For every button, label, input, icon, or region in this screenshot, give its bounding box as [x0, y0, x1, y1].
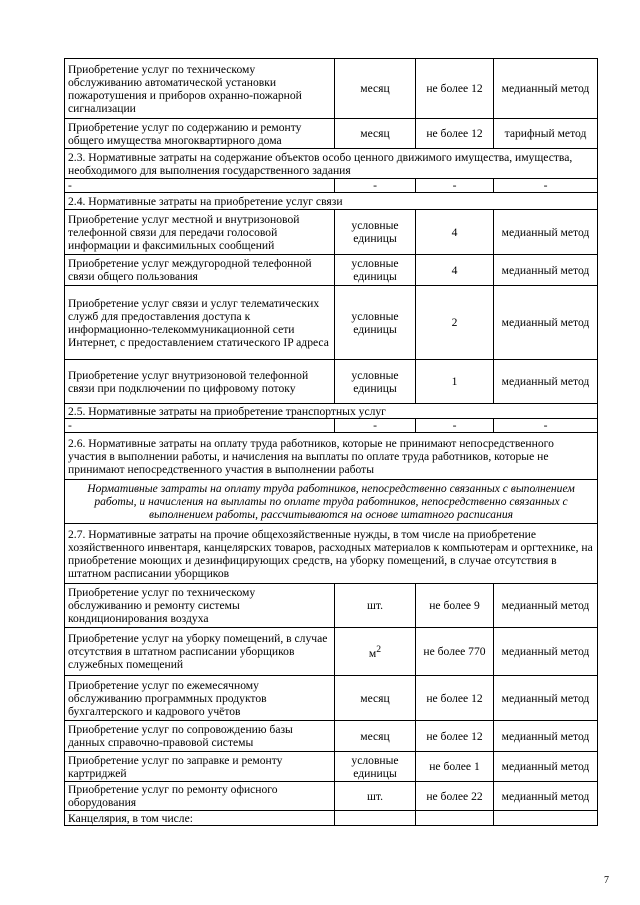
note-row	[65, 480, 598, 524]
quantity-limit: не более 770	[416, 628, 494, 676]
table-row	[65, 752, 598, 782]
unit-base: м	[368, 646, 377, 660]
empty-cell-marker: -	[335, 419, 416, 433]
unit-of-measure	[335, 811, 416, 826]
service-name: Приобретение услуг по техническому обслуживанию автоматической установки пожаротушения и приборов охранно-пожарной сигнализации	[65, 59, 335, 119]
note-text: Нормативные затраты на оплату труда работников, непосредственно связанных с выполнением работы, и начисления на выплаты по оплате труда работников, непосредственно связанных с выполнением работы, рассчитываются на основе штатного расписания	[65, 480, 598, 524]
calculation-method: медианный метод	[494, 782, 598, 811]
service-name: Приобретение услуг внутризоновой телефонной связи при подключении по цифровому потоку	[65, 360, 335, 404]
unit-of-measure: условные единицы	[335, 360, 416, 404]
service-name: Приобретение услуг связи и услуг телематических служб для предоставления доступа к информационно-телекоммуникационной сети Интернет, с предоставлением статического IP адреса	[65, 286, 335, 360]
table-row	[65, 59, 598, 119]
calculation-method: медианный метод	[494, 676, 598, 721]
calculation-method: медианный метод	[494, 255, 598, 286]
service-name: Приобретение услуг по заправке и ремонту картриджей	[65, 752, 335, 782]
service-name: Канцелярия, в том числе:	[65, 811, 335, 826]
empty-cell-marker: -	[494, 179, 598, 193]
section-heading: 2.5. Нормативные затраты на приобретение транспортных услуг	[65, 404, 598, 419]
calculation-method: медианный метод	[494, 752, 598, 782]
calculation-method: медианный метод	[494, 210, 598, 255]
service-name: Приобретение услуг по техническому обслуживанию и ремонту системы кондиционирования воздуха	[65, 584, 335, 628]
unit-of-measure	[335, 628, 416, 676]
empty-cell-marker: -	[416, 419, 494, 433]
quantity-limit: не более 12	[416, 721, 494, 752]
calculation-method: тарифный метод	[494, 119, 598, 149]
unit-of-measure: условные единицы	[335, 752, 416, 782]
calculation-method: медианный метод	[494, 286, 598, 360]
quantity-limit: не более 12	[416, 59, 494, 119]
quantity-limit: 4	[416, 255, 494, 286]
table-row	[65, 119, 598, 149]
quantity-limit: не более 1	[416, 752, 494, 782]
quantity-limit: 2	[416, 286, 494, 360]
quantity-limit: не более 12	[416, 119, 494, 149]
calculation-method: медианный метод	[494, 584, 598, 628]
table-row	[65, 584, 598, 628]
service-name: Приобретение услуг местной и внутризоновой телефонной связи для передачи голосовой информации и факсимильных сообщений	[65, 210, 335, 255]
unit-of-measure: шт.	[335, 782, 416, 811]
section-heading: 2.6. Нормативные затраты на оплату труда работников, которые не принимают непосредственного участия в выполнении работы, и начисления на выплаты по оплате труда работников, которые не принимают непосредственного участия в выполнении работы	[65, 433, 598, 480]
dash-row	[65, 419, 598, 433]
service-name: Приобретение услуг по ремонту офисного оборудования	[65, 782, 335, 811]
quantity-limit	[416, 811, 494, 826]
section-header-row	[65, 404, 598, 419]
unit-of-measure: месяц	[335, 676, 416, 721]
section-header-row	[65, 524, 598, 584]
cost-norms-table	[64, 58, 598, 826]
section-heading: 2.3. Нормативные затраты на содержание объектов особо ценного движимого имущества, имущества, необходимого для выполнения государственного задания	[65, 149, 598, 179]
unit-of-measure: месяц	[335, 721, 416, 752]
unit-of-measure: месяц	[335, 59, 416, 119]
section-header-row	[65, 149, 598, 179]
unit-of-measure: условные единицы	[335, 286, 416, 360]
calculation-method	[494, 811, 598, 826]
table-row	[65, 721, 598, 752]
unit-superscript: 2	[376, 644, 382, 656]
empty-cell-marker: -	[494, 419, 598, 433]
quantity-limit: не более 22	[416, 782, 494, 811]
calculation-method: медианный метод	[494, 59, 598, 119]
unit-of-measure: условные единицы	[335, 210, 416, 255]
empty-cell-marker: -	[335, 179, 416, 193]
section-heading: 2.7. Нормативные затраты на прочие общехозяйственные нужды, в том числе на приобретение хозяйственного инвентаря, канцелярских товаров, расходных материалов к компьютерам и оргтехнике, на приобретение моющих и дезинфицирующих средств, на уборку помещений, в случае отсутствия в штатном расписании уборщиков	[65, 524, 598, 584]
service-name: Приобретение услуг по содержанию и ремонту общего имущества многоквартирного дома	[65, 119, 335, 149]
table-row	[65, 210, 598, 255]
service-name: Приобретение услуг по сопровождению базы данных справочно-правовой системы	[65, 721, 335, 752]
page-number: 7	[604, 875, 609, 886]
unit-of-measure: условные единицы	[335, 255, 416, 286]
section-header-row	[65, 193, 598, 210]
table-row	[65, 811, 598, 826]
table-row	[65, 360, 598, 404]
dash-row	[65, 179, 598, 193]
empty-cell-marker: -	[65, 179, 335, 193]
calculation-method: медианный метод	[494, 360, 598, 404]
unit-of-measure: месяц	[335, 119, 416, 149]
empty-cell-marker: -	[65, 419, 335, 433]
table-row	[65, 255, 598, 286]
quantity-limit: не более 9	[416, 584, 494, 628]
service-name: Приобретение услуг междугородной телефонной связи общего пользования	[65, 255, 335, 286]
service-name: Приобретение услуг на уборку помещений, в случае отсутствия в штатном расписании уборщиков служебных помещений	[65, 628, 335, 676]
calculation-method: медианный метод	[494, 628, 598, 676]
quantity-limit: 1	[416, 360, 494, 404]
table-row	[65, 286, 598, 360]
unit-of-measure: шт.	[335, 584, 416, 628]
service-name: Приобретение услуг по ежемесячному обслуживанию программных продуктов бухгалтерского и кадрового учётов	[65, 676, 335, 721]
table-row	[65, 782, 598, 811]
quantity-limit: не более 12	[416, 676, 494, 721]
empty-cell-marker: -	[416, 179, 494, 193]
table-row	[65, 628, 598, 676]
quantity-limit: 4	[416, 210, 494, 255]
calculation-method: медианный метод	[494, 721, 598, 752]
table-row	[65, 676, 598, 721]
section-heading: 2.4. Нормативные затраты на приобретение услуг связи	[65, 193, 598, 210]
section-header-row	[65, 433, 598, 480]
